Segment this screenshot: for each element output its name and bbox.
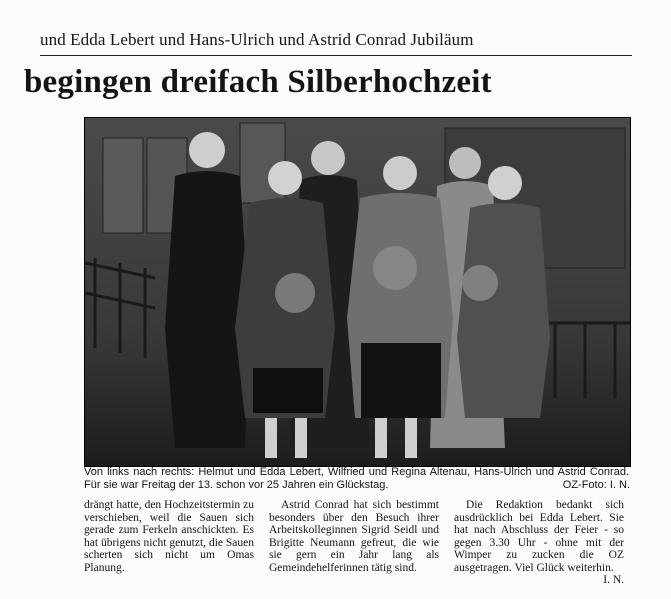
article-headline: begingen dreifach Silberhochzeit: [24, 64, 492, 100]
column-2-text: Astrid Conrad hat sich bestimmt besonders über den Besuch ihrer Arbeitskolleginnen Sigrid Seidl und Brigitte Neumann gefreut, die wie sie gern ein Jahr lang als Gemeindehelferinnen tätig sind.: [269, 499, 439, 574]
article-column-3: [454, 499, 624, 587]
article-kicker: und Edda Lebert und Hans-Ulrich und Astrid Conrad Jubiläum: [40, 30, 474, 49]
column-3-text: Die Redaktion bedankt sich ausdrücklich bei Edda Lebert. Sie hat nach Abschluss der Feier - so gegen 3.30 Uhr - ohne mit der Wimper zu zucken die OZ ausgetragen. Viel Glück weiterhin.: [454, 499, 624, 574]
group-photo: [84, 117, 631, 467]
article-column-2: [269, 499, 439, 574]
photo-caption: Von links nach rechts: Helmut und Edda Lebert, Wilfried und Regina Altenau, Hans-Ulrich und Astrid Conrad. Für sie war Freitag der 13. schon vor 25 Jahren ein Glückstag.: [84, 466, 629, 491]
article-column-1: [84, 499, 254, 574]
column-1-text: drängt hatte, den Hochzeitstermin zu verschieben, weil die Sauen sich gerade zum Ferkeln anschickten. Es hat übrigens nicht genutzt, die Sauen scherten sich nicht um Omas Planung.: [84, 499, 254, 574]
kicker-rule: [40, 55, 632, 56]
photo-credit: OZ-Foto: I. N.: [562, 479, 630, 491]
author-signature: I. N.: [603, 574, 624, 586]
